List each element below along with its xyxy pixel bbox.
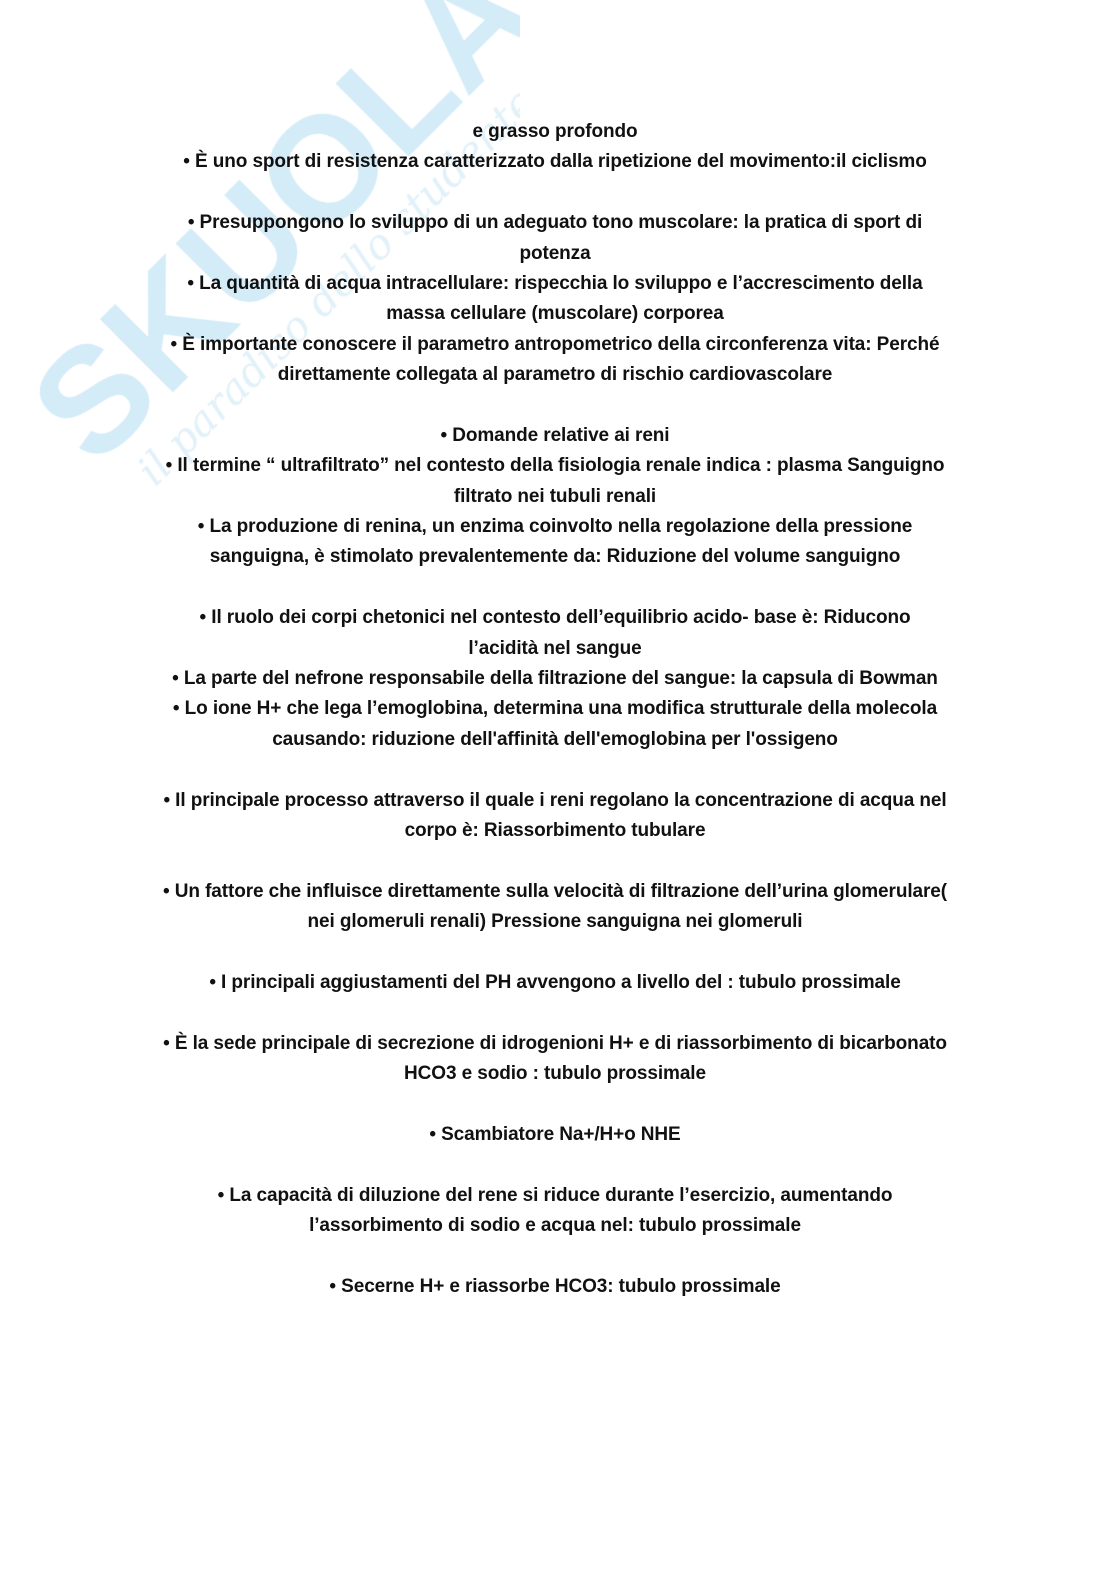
blank-line — [110, 846, 1000, 876]
blank-line — [110, 755, 1000, 785]
text-line: • Presuppongono lo sviluppo di un adeguato tono muscolare: la pratica di sport di — [187, 212, 923, 234]
blank-line — [110, 938, 1000, 968]
text-line: corpo è: Riassorbimento tubulare — [404, 819, 706, 841]
document-body — [110, 117, 1000, 1302]
text-line: • Il principale processo attraverso il quale i reni regolano la concentrazione di acqua nel — [163, 789, 947, 811]
text-line: • La parte del nefrone responsabile della filtrazione del sangue: la capsula di Bowman — [172, 668, 938, 690]
text-line: filtrato nei tubuli renali — [453, 485, 657, 507]
text-line: direttamente collegata al parametro di rischio cardiovascolare — [277, 364, 833, 386]
text-line: • Scambiatore Na+/H+o NHE — [429, 1123, 681, 1145]
text-line: • Il ruolo dei corpi chetonici nel contesto dell’equilibrio acido- base è: Riducono — [199, 607, 911, 629]
text-line: HCO3 e sodio : tubulo prossimale — [404, 1063, 706, 1085]
text-line: massa cellulare (muscolare) corporea — [386, 303, 724, 325]
text-line: • La quantità di acqua intracellulare: rispecchia lo sviluppo e l’accrescimento della — [187, 272, 923, 294]
text-line: • Un fattore che influisce direttamente sulla velocità di filtrazione dell’urina glomerulare( — [163, 880, 947, 902]
text-line: sanguigna, è stimolato prevalentemente da: Riduzione del volume sanguigno — [209, 546, 901, 568]
blank-line — [110, 178, 1000, 208]
text-line: • È la sede principale di secrezione di idrogenioni H+ e di riassorbimento di bicarbonato — [163, 1032, 947, 1054]
text-line: • Il termine “ ultrafiltrato” nel contesto della fisiologia renale indica : plasma Sanguigno — [165, 455, 945, 477]
blank-line — [110, 1241, 1000, 1271]
text-line: nei glomeruli renali) Pressione sanguigna nei glomeruli — [307, 911, 803, 933]
text-line: • I principali aggiustamenti del PH avvengono a livello del : tubulo prossimale — [209, 971, 901, 993]
text-line: potenza — [519, 242, 591, 264]
text-line: • Domande relative ai reni — [440, 424, 670, 446]
blank-line — [110, 1150, 1000, 1180]
text-line: • Secerne H+ e riassorbe HCO3: tubulo prossimale — [329, 1275, 781, 1297]
blank-line — [110, 391, 1000, 421]
blank-line — [110, 998, 1000, 1028]
text-line: l’acidità nel sangue — [468, 637, 642, 659]
text-line: • La capacità di diluzione del rene si riduce durante l’esercizio, aumentando — [217, 1184, 893, 1206]
text-line: • La produzione di renina, un enzima coinvolto nella regolazione della pressione — [197, 516, 913, 538]
text-line: e grasso profondo — [472, 121, 638, 142]
text-line: causando: riduzione dell'affinità dell'emoglobina per l'ossigeno — [272, 728, 838, 750]
blank-line — [110, 573, 1000, 603]
text-line: l’assorbimento di sodio e acqua nel: tubulo prossimale — [309, 1215, 801, 1237]
blank-line — [110, 1090, 1000, 1120]
text-line: • Lo ione H+ che lega l’emoglobina, determina una modifica strutturale della molecola — [172, 698, 938, 720]
text-line: • È uno sport di resistenza caratterizzato dalla ripetizione del movimento:il ciclismo — [183, 151, 927, 173]
text-line: • È importante conoscere il parametro antropometrico della circonferenza vita: Perché — [170, 333, 940, 355]
